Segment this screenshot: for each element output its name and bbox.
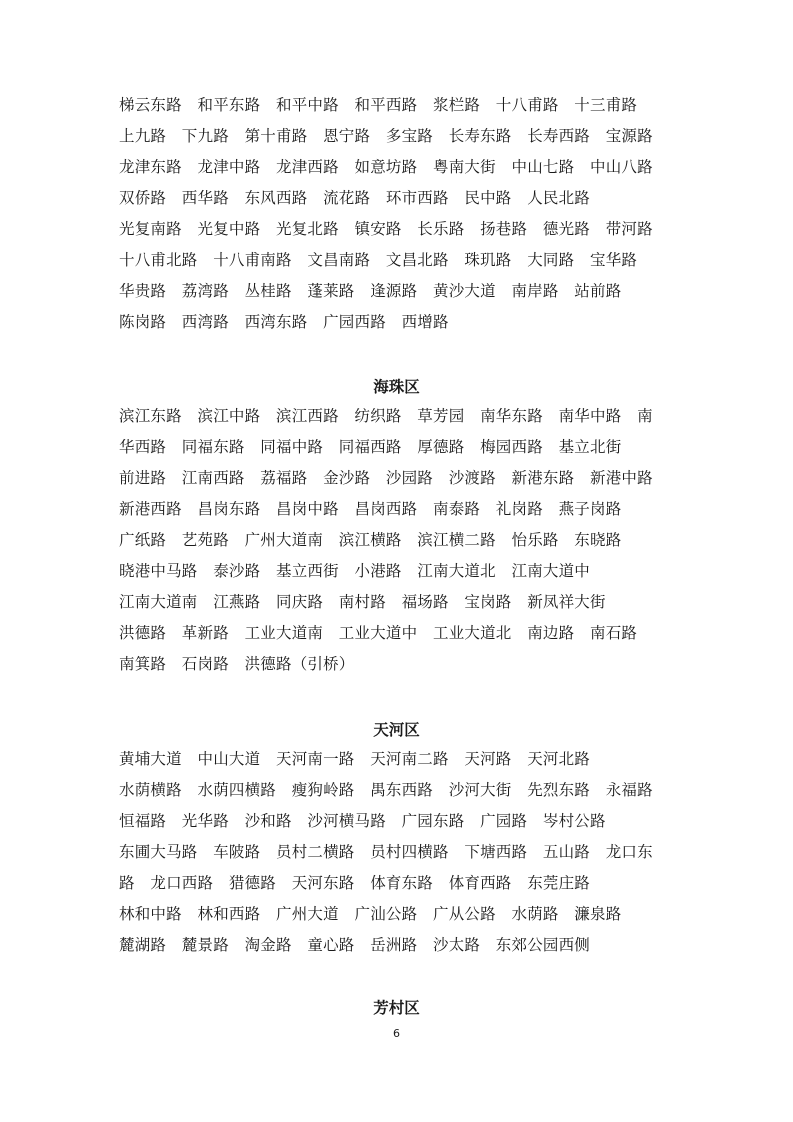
street-line: 林和中路 林和西路 广州大道 广汕公路 广从公路 水荫路 濂泉路 bbox=[119, 905, 622, 923]
street-line: 上九路 下九路 第十甫路 恩宁路 多宝路 长寿东路 长寿西路 宝源路 bbox=[119, 127, 653, 145]
street-list-continued bbox=[119, 90, 679, 338]
street-line: 光复南路 光复中路 光复北路 镇安路 长乐路 扬巷路 德光路 带河路 bbox=[119, 220, 653, 238]
page-number: 6 bbox=[393, 1027, 400, 1040]
street-line: 晓港中马路 泰沙路 基立西街 小港路 江南大道北 江南大道中 bbox=[119, 562, 591, 580]
street-line: 华贵路 荔湾路 丛桂路 蓬莱路 逢源路 黄沙大道 南岸路 站前路 bbox=[119, 282, 622, 300]
street-line: 双侨路 西华路 东风西路 流花路 环市西路 民中路 人民北路 bbox=[119, 189, 591, 207]
section-heading-fangcun: 芳村区 bbox=[373, 999, 420, 1017]
street-line: 龙津东路 龙津中路 龙津西路 如意坊路 粤南大街 中山七路 中山八路 bbox=[119, 158, 653, 176]
street-line: 十八甫北路 十八甫南路 文昌南路 文昌北路 珠玑路 大同路 宝华路 bbox=[119, 251, 638, 269]
section-heading-tianhe: 天河区 bbox=[373, 721, 420, 739]
street-line: 新港西路 昌岗东路 昌岗中路 昌岗西路 南泰路 礼岗路 燕子岗路 bbox=[119, 500, 622, 518]
street-line: 路 龙口西路 猎德路 天河东路 体育东路 体育西路 东莞庄路 bbox=[119, 874, 591, 892]
section-heading-haizhu: 海珠区 bbox=[373, 378, 420, 396]
street-line: 黄埔大道 中山大道 天河南一路 天河南二路 天河路 天河北路 bbox=[119, 750, 591, 768]
street-line: 前进路 江南西路 荔福路 金沙路 沙园路 沙渡路 新港东路 新港中路 bbox=[119, 469, 653, 487]
street-line: 梯云东路 和平东路 和平中路 和平西路 浆栏路 十八甫路 十三甫路 bbox=[119, 96, 638, 114]
street-line: 广纸路 艺苑路 广州大道南 滨江横路 滨江横二路 怡乐路 东晓路 bbox=[119, 531, 622, 549]
street-line: 南箕路 石岗路 洪德路（引桥） bbox=[119, 655, 355, 673]
street-list-tianhe bbox=[119, 744, 679, 961]
street-line: 华西路 同福东路 同福中路 同福西路 厚德路 梅园西路 基立北街 bbox=[119, 438, 622, 456]
street-line: 滨江东路 滨江中路 滨江西路 纺织路 草芳园 南华东路 南华中路 南 bbox=[119, 407, 653, 425]
street-line: 洪德路 革新路 工业大道南 工业大道中 工业大道北 南边路 南石路 bbox=[119, 624, 638, 642]
street-line: 麓湖路 麓景路 淘金路 童心路 岳洲路 沙太路 东郊公园西侧 bbox=[119, 936, 591, 954]
street-line: 东圃大马路 车陂路 员村二横路 员村四横路 下塘西路 五山路 龙口东 bbox=[119, 843, 653, 861]
street-line: 陈岗路 西湾路 西湾东路 广园西路 西增路 bbox=[119, 313, 449, 331]
street-line: 恒福路 光华路 沙和路 沙河横马路 广园东路 广园路 岑村公路 bbox=[119, 812, 606, 830]
street-line: 水荫横路 水荫四横路 瘦狗岭路 禺东西路 沙河大街 先烈东路 永福路 bbox=[119, 781, 653, 799]
street-line: 江南大道南 江燕路 同庆路 南村路 福场路 宝岗路 新凤祥大街 bbox=[119, 593, 606, 611]
street-list-haizhu bbox=[119, 401, 679, 680]
